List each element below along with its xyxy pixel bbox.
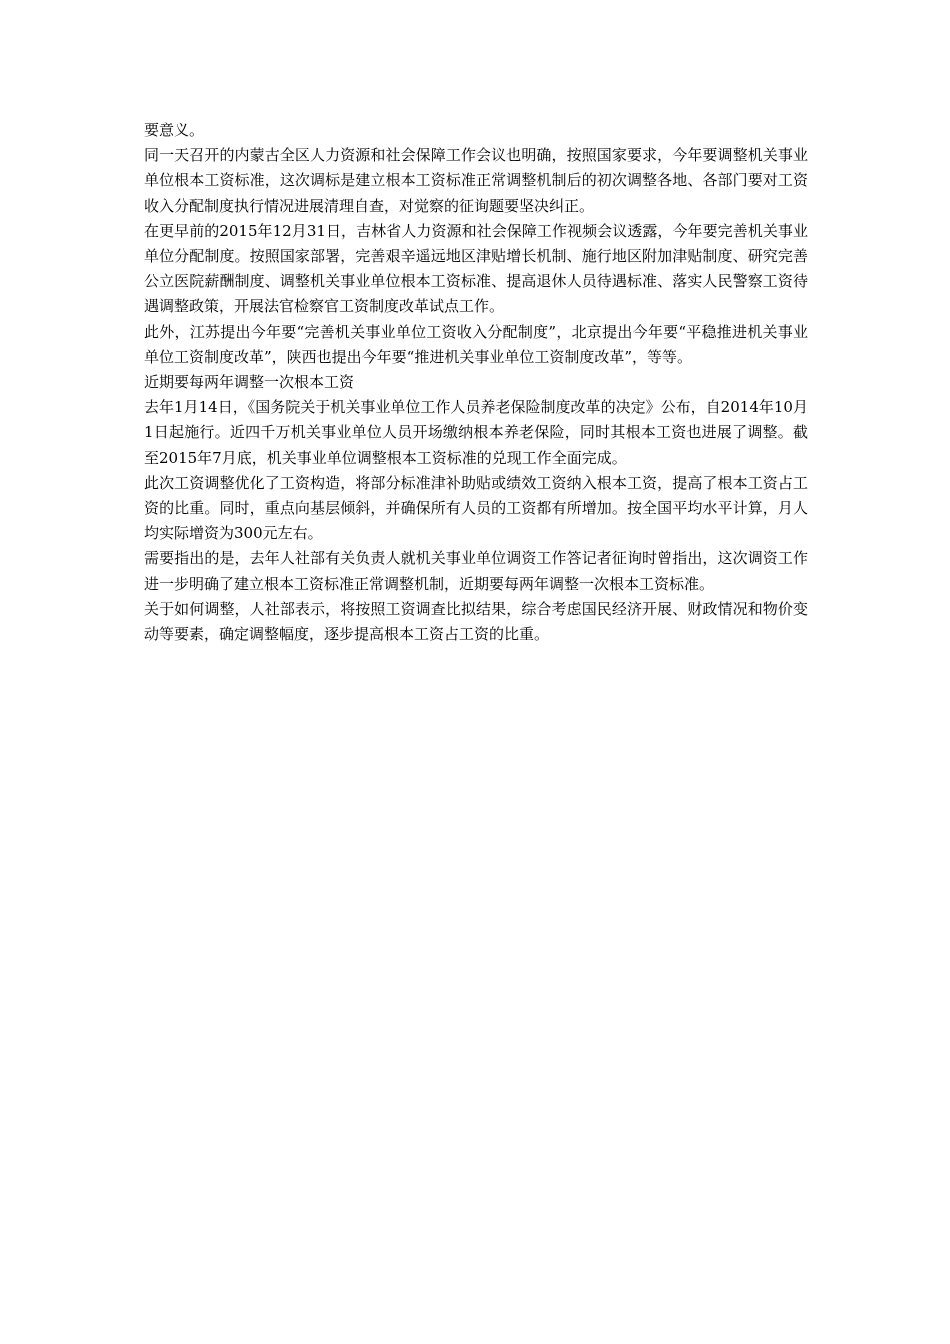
section-heading: 近期要每两年调整一次根本工资	[144, 373, 355, 392]
paragraph-8: 关于如何调整，人社部表示，将按照工资调查比拟结果，综合考虑国民经济开展、财政情况和物价变动等要素，确定调整幅度，逐步提高根本工资占工资的比重。	[144, 599, 808, 644]
paragraph-7: 需要指出的是，去年人社部有关负责人就机关事业单位调资工作答记者征询时曾指出，这次调资工作进一步明确了建立根本工资标准正常调整机制，近期要每两年调整一次根本工资标准。	[144, 549, 808, 593]
document-body	[144, 118, 808, 647]
paragraph-6: 此次工资调整优化了工资构造，将部分标准津补助贴或绩效工资纳入根本工资，提高了根本工资占工资的比重。同时，重点向基层倾斜，并确保所有人员的工资都有所增加。按全国平均水平计算，月人均实际增资为300元左右。	[144, 473, 808, 543]
paragraph-3: 在更早前的2015年12月31日，吉林省人力资源和社会保障工作视频会议透露，今年要完善机关事业单位分配制度。按照国家部署，完善艰辛遥远地区津贴增长机制、施行地区附加津贴制度、研究完善公立医院薪酬制度、调整机关事业单位根本工资标准、提高退休人员待遇标准、落实人民警察工资待遇调整政策，开展法官检察官工资制度改革试点工作。	[144, 221, 808, 316]
paragraph-2: 同一天召开的内蒙古全区人力资源和社会保障工作会议也明确，按照国家要求，今年要调整机关事业单位根本工资标准，这次调标是建立根本工资标准正常调整机制后的初次调整各地、各部门要对工资收入分配制度执行情况进展清理自查，对觉察的征询题要坚决纠正。	[144, 146, 808, 215]
paragraph-4: 此外，江苏提出今年要“完善机关事业单位工资收入分配制度”，北京提出今年要“平稳推进机关事业单位工资制度改革”，陕西也提出今年要“推进机关事业单位工资制度改革”，等等。	[144, 322, 808, 366]
paragraph-1: 要意义。	[144, 121, 205, 139]
paragraph-5: 去年1月14日，《国务院关于机关事业单位工作人员养老保险制度改革的决定》公布，自2014年10月1日起施行。近四千万机关事业单位人员开场缴纳根本养老保险，同时其根本工资也进展了调整。截至2015年7月底，机关事业单位调整根本工资标准的兑现工作全面完成。	[144, 398, 808, 467]
